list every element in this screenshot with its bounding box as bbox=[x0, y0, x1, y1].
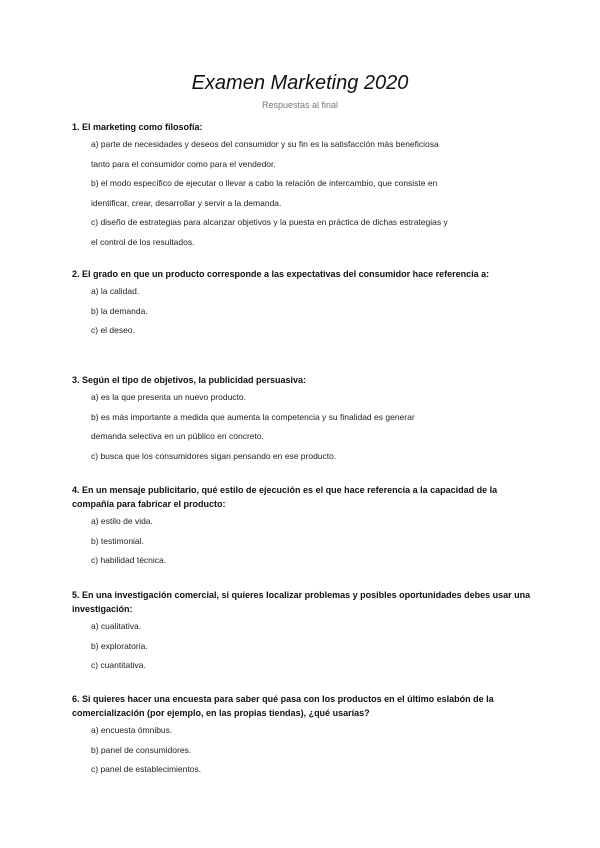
option-line: c) diseño de estrategias para alcanzar objetivos y la puesta en práctica de dichas estrategias y bbox=[91, 217, 448, 227]
question-text: 3. Según el tipo de objetivos, la publicidad persuasiva: bbox=[72, 375, 307, 385]
option-line: a) la calidad. bbox=[91, 286, 140, 296]
option-line: identificar, crear, desarrollar y servir a la demanda. bbox=[91, 197, 282, 208]
option-line: b) testimonial. bbox=[91, 535, 144, 546]
question-3 bbox=[72, 373, 532, 466]
page-subtitle: Respuestas al final bbox=[261, 100, 339, 110]
question-1 bbox=[72, 120, 532, 252]
option-line: a) cualitativa. bbox=[91, 621, 142, 631]
option-line: c) el deseo. bbox=[91, 325, 135, 335]
option-line: c) busca que los consumidores sigan pensando en ese producto. bbox=[91, 450, 337, 461]
question-text: 6. Si quieres hacer una encuesta para saber qué pasa con los productos en el último eslabón de la comercialización (por ejemplo, en las propias tiendas), ¿qué usarías? bbox=[72, 694, 494, 718]
question-6 bbox=[72, 692, 532, 780]
question-4 bbox=[72, 483, 532, 571]
option-line: a) es la que presenta un nuevo producto. bbox=[91, 392, 246, 402]
page-title: Examen Marketing 2020 bbox=[191, 72, 409, 94]
option-line: c) panel de establecimientos. bbox=[91, 764, 202, 774]
option-line: tanto para el consumidor como para el vendedor. bbox=[91, 158, 276, 169]
question-5 bbox=[72, 588, 532, 676]
option-line: c) cuantitativa. bbox=[91, 660, 146, 670]
option-line: b) panel de consumidores. bbox=[91, 744, 192, 755]
question-text: 5. En una investigación comercial, si quieres localizar problemas y posibles oportunidades debes usar una investigación: bbox=[72, 590, 531, 614]
option-line: b) es más importante a medida que aumenta la competencia y su finalidad es generar bbox=[91, 411, 415, 422]
question-text: 4. En un mensaje publicitario, qué estilo de ejecución es el que hace referencia a la capacidad de la compañía para fabricar el producto: bbox=[72, 485, 498, 509]
option-line: demanda selectiva en un público en concreto. bbox=[91, 431, 264, 441]
option-line: b) exploratoria. bbox=[91, 640, 148, 651]
option-line: c) habilidad técnica. bbox=[91, 555, 167, 565]
option-line: b) la demanda. bbox=[91, 305, 148, 316]
option-line: b) el modo específico de ejecutar o llevar a cabo la relación de intercambio, que consiste en bbox=[91, 178, 438, 188]
question-text: 1. El marketing como filosofía: bbox=[72, 122, 203, 132]
option-line: el control de los resultados. bbox=[91, 236, 195, 247]
question-text: 2. El grado en que un producto corresponde a las expectativas del consumidor hace referencia a: bbox=[72, 269, 490, 279]
question-2 bbox=[72, 267, 532, 341]
option-line: a) encuesta ómnibus. bbox=[91, 725, 173, 735]
option-line: a) parte de necesidades y deseos del consumidor y su fin es la satisfacción más beneficiosa bbox=[91, 139, 439, 149]
option-line: a) estilo de vida. bbox=[91, 516, 153, 526]
